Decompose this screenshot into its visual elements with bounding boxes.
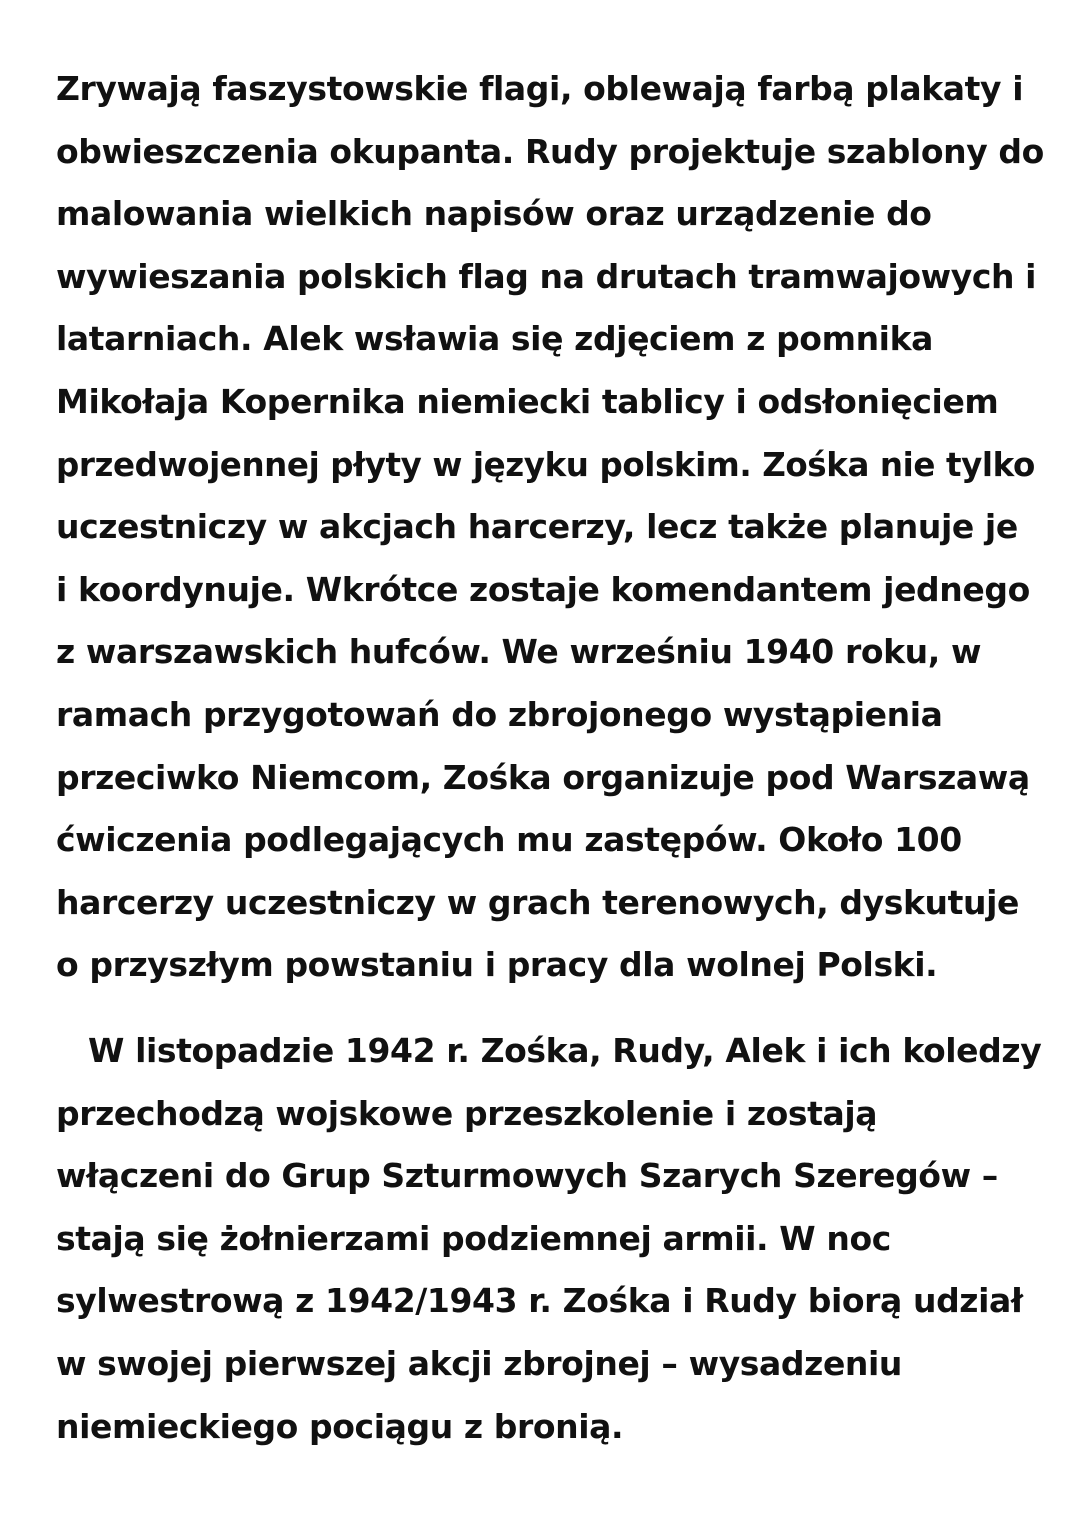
text-line: harcerzy uczestniczy w grach terenowych, dyskutuje (56, 882, 1020, 922)
text-line: w swojej pierwszej akcji zbrojnej – wysadzeniu (56, 1343, 903, 1383)
text-line: Mikołaja Kopernika niemiecki tablicy i odsłonięciem (56, 381, 999, 421)
text-line: o przyszłym powstaniu i pracy dla wolnej Polski. (56, 945, 938, 985)
text-line: ćwiczenia podlegających mu zastępów. Około 100 (56, 820, 962, 860)
text-line: przeciwko Niemcom, Zośka organizuje pod Warszawą (56, 757, 1030, 797)
text-line: przechodzą wojskowe przeszkolenie i zostają (56, 1093, 878, 1133)
text-line: ramach przygotowań do zbrojonego wystąpienia (56, 694, 943, 734)
paragraph-1 (56, 58, 1046, 997)
text-line: włączeni do Grup Szturmowych Szarych Szeregów – (56, 1156, 998, 1196)
text-line: stają się żołnierzami podziemnej armii. W noc (56, 1218, 891, 1258)
text-line: obwieszczenia okupanta. Rudy projektuje szablony do (56, 131, 1044, 171)
text-line: Zrywają faszystowskie flagi, oblewają farbą plakaty i (56, 69, 1024, 108)
paragraph-2 (56, 1020, 1046, 1458)
text-line: z warszawskich hufców. We wrześniu 1940 roku, w (56, 632, 982, 672)
text-line: malowania wielkich napisów oraz urządzenie do (56, 194, 932, 234)
text-line: przedwojennej płyty w języku polskim. Zośka nie tylko (56, 445, 1035, 484)
text-line: niemieckiego pociągu z bronią. (56, 1406, 624, 1446)
text-line: sylwestrową z 1942/1943 r. Zośka i Rudy biorą udział (56, 1281, 1023, 1321)
text-line: uczestniczy w akcjach harcerzy, lecz także planuje je (56, 507, 1018, 547)
text-line: i koordynuje. Wkrótce zostaje komendantem jednego (56, 569, 1030, 609)
text-line: latarniach. Alek wsławia się zdjęciem z pomnika (56, 319, 933, 359)
text-line: wywieszania polskich flag na drutach tramwajowych i (56, 256, 1037, 296)
text-line-indented: W listopadzie 1942 r. Zośka, Rudy, Alek i ich koledzy (88, 1031, 1042, 1070)
